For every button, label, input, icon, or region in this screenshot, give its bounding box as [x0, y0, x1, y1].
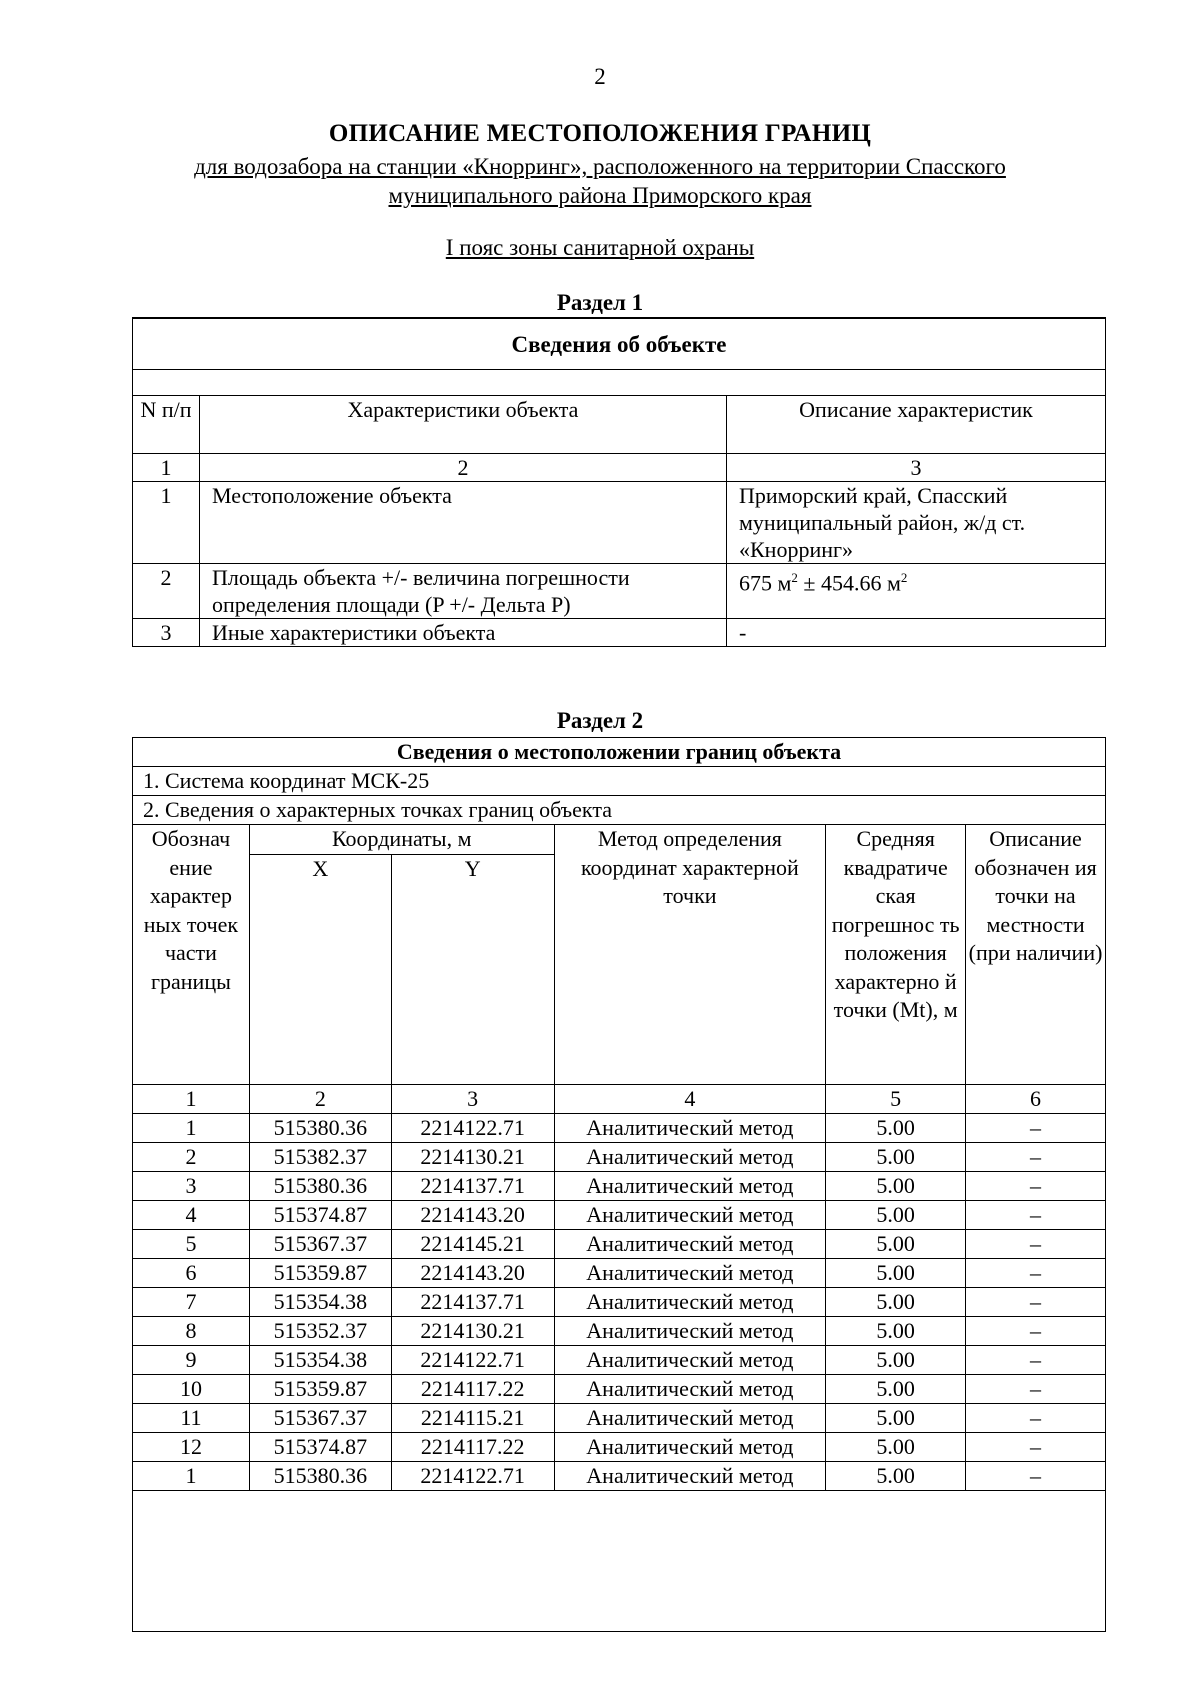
coord-y: 2214122.71 — [391, 1113, 554, 1142]
row-description — [727, 564, 1106, 619]
row-name: Площадь объекта +/- величина погрешности определения площади (P +/- Дельта P) — [200, 564, 727, 619]
row-description: - — [727, 619, 1106, 647]
point-description: – — [966, 1113, 1106, 1142]
point-number: 2 — [133, 1142, 250, 1171]
points-title: 2. Сведения о характерных точках границ объекта — [133, 796, 1106, 825]
table-row — [133, 1171, 1106, 1200]
subtitle-line-2: муниципального района Приморского края — [388, 183, 812, 208]
coord-x: 515374.87 — [249, 1200, 391, 1229]
point-description: – — [966, 1200, 1106, 1229]
point-description: – — [966, 1287, 1106, 1316]
document-title: ОПИСАНИЕ МЕСТОПОЛОЖЕНИЯ ГРАНИЦ — [328, 120, 872, 147]
area-error-exponent: 2 — [900, 570, 908, 585]
method: Аналитический метод — [554, 1432, 826, 1461]
coord-x: 515382.37 — [249, 1142, 391, 1171]
method: Аналитический метод — [554, 1374, 826, 1403]
method: Аналитический метод — [554, 1345, 826, 1374]
row-name: Иные характеристики объекта — [200, 619, 727, 647]
mean-error: 5.00 — [826, 1229, 966, 1258]
method: Аналитический метод — [554, 1142, 826, 1171]
coord-y: 2214130.21 — [391, 1316, 554, 1345]
method: Аналитический метод — [554, 1258, 826, 1287]
point-description: – — [966, 1316, 1106, 1345]
subtitle-line-1: для водозабора на станции «Кнорринг», расположенного на территории Спасского — [194, 154, 1006, 179]
colnum-2: 2 — [249, 1084, 391, 1113]
header-x: X — [249, 854, 391, 1084]
header-characteristics: Характеристики объекта — [200, 396, 727, 454]
header-n: N п/п — [133, 396, 200, 454]
mean-error: 5.00 — [826, 1461, 966, 1490]
table-row — [133, 619, 1106, 647]
table-row — [133, 1403, 1106, 1432]
row-number: 3 — [133, 619, 200, 647]
point-number: 12 — [133, 1432, 250, 1461]
coord-x: 515354.38 — [249, 1287, 391, 1316]
header-method: Метод определения координат характерной точки — [554, 825, 826, 1085]
page-number: 2 — [594, 64, 606, 89]
row-number: 1 — [133, 482, 200, 564]
colnum-4: 4 — [554, 1084, 826, 1113]
object-info-table — [132, 318, 1106, 647]
coord-x: 515380.36 — [249, 1461, 391, 1490]
mean-error: 5.00 — [826, 1287, 966, 1316]
colnum-3: 3 — [727, 454, 1106, 482]
method: Аналитический метод — [554, 1287, 826, 1316]
method: Аналитический метод — [554, 1461, 826, 1490]
area-value: 675 м — [739, 570, 792, 596]
coord-y: 2214143.20 — [391, 1258, 554, 1287]
colnum-6: 6 — [966, 1084, 1106, 1113]
point-description: – — [966, 1345, 1106, 1374]
method: Аналитический метод — [554, 1229, 826, 1258]
point-number: 9 — [133, 1345, 250, 1374]
boundary-points-table — [132, 737, 1106, 1632]
table-row — [133, 1142, 1106, 1171]
table-row — [133, 1345, 1106, 1374]
method: Аналитический метод — [554, 1403, 826, 1432]
document-subtitle — [0, 152, 1200, 210]
table-row — [133, 1316, 1106, 1345]
coordinate-system: 1. Система координат МСК-25 — [133, 767, 1106, 796]
table-row — [133, 564, 1106, 619]
point-number: 4 — [133, 1200, 250, 1229]
header-y: Y — [391, 854, 554, 1084]
colnum-1: 1 — [133, 1084, 250, 1113]
point-description: – — [966, 1374, 1106, 1403]
mean-error: 5.00 — [826, 1345, 966, 1374]
coord-x: 515367.37 — [249, 1403, 391, 1432]
table-row — [133, 1287, 1106, 1316]
point-description: – — [966, 1461, 1106, 1490]
point-number: 1 — [133, 1113, 250, 1142]
coord-x: 515359.87 — [249, 1258, 391, 1287]
coord-y: 2214117.22 — [391, 1432, 554, 1461]
point-description: – — [966, 1142, 1106, 1171]
header-error: Средняя квадратиче ская погрешнос ть положения характерно й точки (Mt), м — [826, 825, 966, 1085]
table-row — [133, 1374, 1106, 1403]
table-row — [133, 482, 1106, 564]
mean-error: 5.00 — [826, 1258, 966, 1287]
row-description: Приморский край, Спасский муниципальный район, ж/д ст. «Кнорринг» — [727, 482, 1106, 564]
mean-error: 5.00 — [826, 1374, 966, 1403]
coord-y: 2214143.20 — [391, 1200, 554, 1229]
method: Аналитический метод — [554, 1316, 826, 1345]
coord-y: 2214137.71 — [391, 1287, 554, 1316]
coord-y: 2214130.21 — [391, 1142, 554, 1171]
coord-x: 515374.87 — [249, 1432, 391, 1461]
header-coordinates: Координаты, м — [249, 825, 554, 855]
point-number: 8 — [133, 1316, 250, 1345]
coord-y: 2214145.21 — [391, 1229, 554, 1258]
point-number: 3 — [133, 1171, 250, 1200]
section-1-heading: Раздел 1 — [556, 290, 644, 315]
point-number: 10 — [133, 1374, 250, 1403]
spacer-row — [133, 370, 1106, 396]
coord-y: 2214137.71 — [391, 1171, 554, 1200]
coord-y: 2214122.71 — [391, 1345, 554, 1374]
mean-error: 5.00 — [826, 1142, 966, 1171]
mean-error: 5.00 — [826, 1113, 966, 1142]
point-description: – — [966, 1171, 1106, 1200]
mean-error: 5.00 — [826, 1200, 966, 1229]
table-row — [133, 1258, 1106, 1287]
coord-y: 2214122.71 — [391, 1461, 554, 1490]
coord-x: 515380.36 — [249, 1171, 391, 1200]
mean-error: 5.00 — [826, 1316, 966, 1345]
area-unit-exponent: 2 — [791, 570, 798, 585]
method: Аналитический метод — [554, 1113, 826, 1142]
coord-y: 2214115.21 — [391, 1403, 554, 1432]
row-name: Местоположение объекта — [200, 482, 727, 564]
point-description: – — [966, 1258, 1106, 1287]
table-row — [133, 1432, 1106, 1461]
coord-x: 515354.38 — [249, 1345, 391, 1374]
colnum-3: 3 — [391, 1084, 554, 1113]
colnum-1: 1 — [133, 454, 200, 482]
mean-error: 5.00 — [826, 1432, 966, 1461]
coord-x: 515380.36 — [249, 1113, 391, 1142]
mean-error: 5.00 — [826, 1403, 966, 1432]
colnum-2: 2 — [200, 454, 727, 482]
header-point-description: Описание обозначен ия точки на местности (при наличии) — [966, 825, 1106, 1085]
area-error: ± 454.66 м — [797, 570, 901, 596]
coord-x: 515367.37 — [249, 1229, 391, 1258]
coord-x: 515359.87 — [249, 1374, 391, 1403]
table-row — [133, 1461, 1106, 1490]
table-row — [133, 1200, 1106, 1229]
section-2-heading: Раздел 2 — [556, 708, 644, 733]
method: Аналитический метод — [554, 1171, 826, 1200]
point-number: 5 — [133, 1229, 250, 1258]
coord-x: 515352.37 — [249, 1316, 391, 1345]
colnum-5: 5 — [826, 1084, 966, 1113]
zone-heading: I пояс зоны санитарной охраны — [445, 235, 755, 260]
point-description: – — [966, 1403, 1106, 1432]
header-description: Описание характеристик — [727, 396, 1106, 454]
object-info-caption: Сведения об объекте — [133, 319, 1106, 370]
point-number: 1 — [133, 1461, 250, 1490]
method: Аналитический метод — [554, 1200, 826, 1229]
point-description: – — [966, 1229, 1106, 1258]
table-row — [133, 1229, 1106, 1258]
point-number: 11 — [133, 1403, 250, 1432]
table-row — [133, 1113, 1106, 1142]
point-number: 6 — [133, 1258, 250, 1287]
header-point: Обознач ение характер ных точек части границы — [133, 825, 250, 1085]
mean-error: 5.00 — [826, 1171, 966, 1200]
row-number: 2 — [133, 564, 200, 619]
empty-area — [133, 1490, 1106, 1631]
point-number: 7 — [133, 1287, 250, 1316]
point-description: – — [966, 1432, 1106, 1461]
boundary-caption: Сведения о местоположении границ объекта — [133, 738, 1106, 767]
coord-y: 2214117.22 — [391, 1374, 554, 1403]
